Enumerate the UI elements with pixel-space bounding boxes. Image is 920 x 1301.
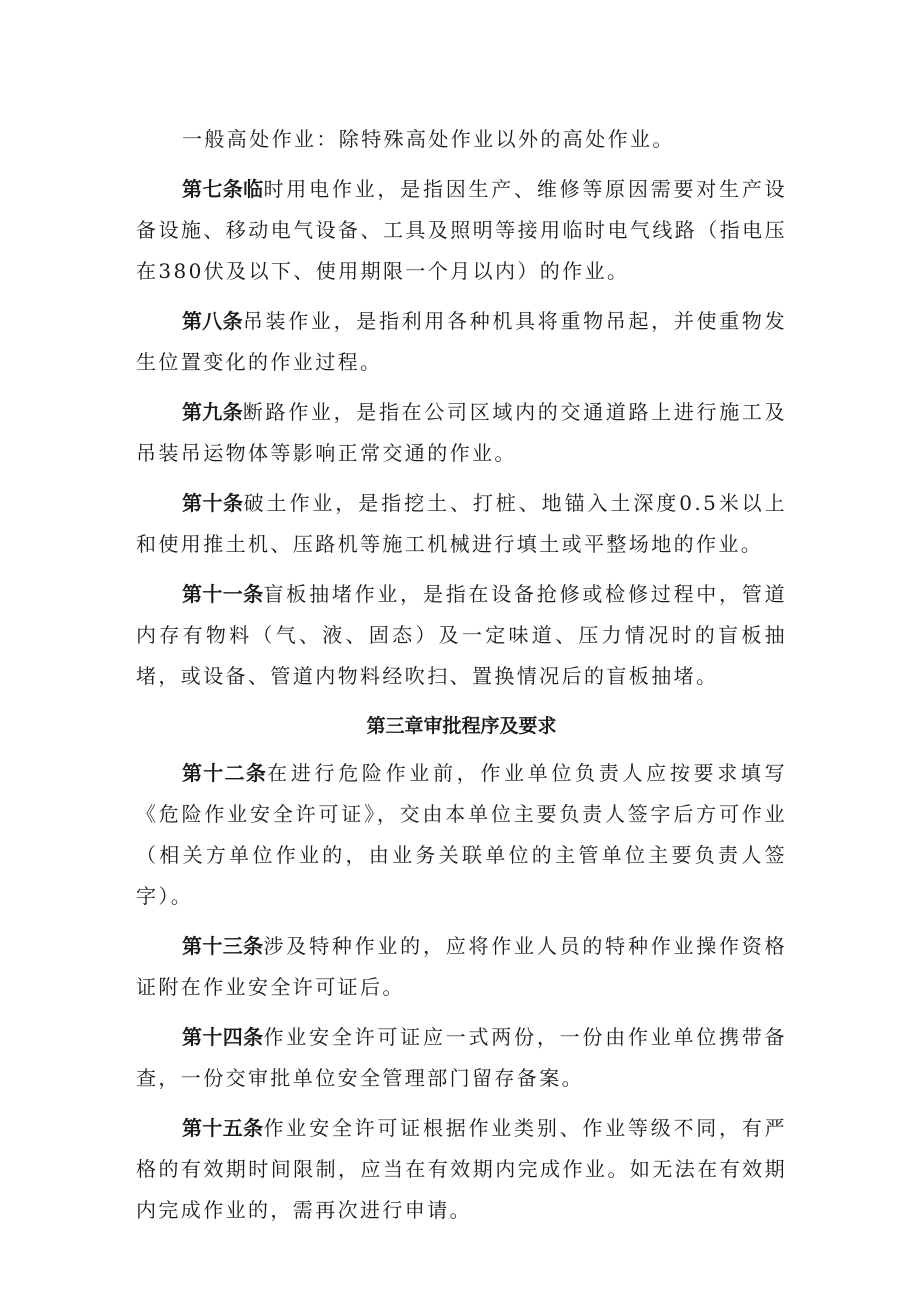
article-label: 第十四条 — [182, 1025, 264, 1049]
article-text: 盲板抽堵作业，是指在设备抢修或检修过程中，管道内存有物料（气、液、固态）及一定味道、压力情况时的盲板抽堵，或设备、管道内物料经吹扫、置换情况后的盲板抽堵。 — [136, 582, 788, 688]
article-text: 作业安全许可证应一式两份，一份由作业单位携带备查，一份交审批单位安全管理部门留存备案。 — [136, 1025, 788, 1090]
article-text: 在进行危险作业前，作业单位负责人应按要求填写《危险作业安全许可证》，交由本单位主要负责人签字后方可作业（相关方单位作业的，由业务关联单位的主管单位主要负责人签字）。 — [136, 761, 787, 908]
article-label: 第十条 — [182, 491, 244, 515]
article-11 — [136, 574, 787, 697]
chapter-title: 第三章审批程序及要求 — [366, 715, 557, 737]
article-7 — [136, 169, 787, 292]
article-label: 第八条 — [182, 309, 243, 333]
article-label: 第七条临 — [182, 177, 264, 201]
article-15 — [136, 1108, 787, 1231]
article-text: 断路作业，是指在公司区域内的交通道路上进行施工及吊装吊运物体等影响正常交通的作业。 — [136, 400, 787, 465]
article-14 — [136, 1017, 787, 1099]
article-text: 涉及特种作业的，应将作业人员的特种作业操作资格证附在作业安全许可证后。 — [136, 934, 788, 999]
article-8 — [136, 301, 787, 383]
article-label: 第十二条 — [182, 761, 268, 785]
article-label: 第十三条 — [182, 934, 264, 958]
article-text: 吊装作业，是指利用各种机具将重物吊起，并使重物发生位置变化的作业过程。 — [136, 309, 787, 374]
article-label: 第十五条 — [182, 1116, 264, 1140]
article-text: 破土作业，是指挖土、打桩、地锚入土深度0.5米以上和使用推土机、压路机等施工机械进行填土或平整场地的作业。 — [136, 491, 788, 556]
article-label: 第十一条 — [182, 582, 264, 606]
article-label: 第九条 — [182, 400, 243, 424]
article-9 — [136, 392, 787, 474]
document-page — [136, 119, 787, 1240]
article-text: 时用电作业，是指因生产、维修等原因需要对生产设备设施、移动电气设备、工具及照明等接用临时电气线路（指电压在380伏及以下、使用期限一个月以内）的作业。 — [136, 177, 788, 283]
paragraph-general-high-work — [136, 119, 787, 160]
paragraph-text: 一般高处作业：除特殊高处作业以外的高处作业。 — [182, 127, 675, 151]
article-text: 作业安全许可证根据作业类别、作业等级不同，有严格的有效期时间限制，应当在有效期内完成作业。如无法在有效期内完成作业的，需再次进行申请。 — [136, 1116, 788, 1222]
article-13 — [136, 926, 787, 1008]
article-12 — [136, 753, 787, 917]
article-10 — [136, 483, 787, 565]
